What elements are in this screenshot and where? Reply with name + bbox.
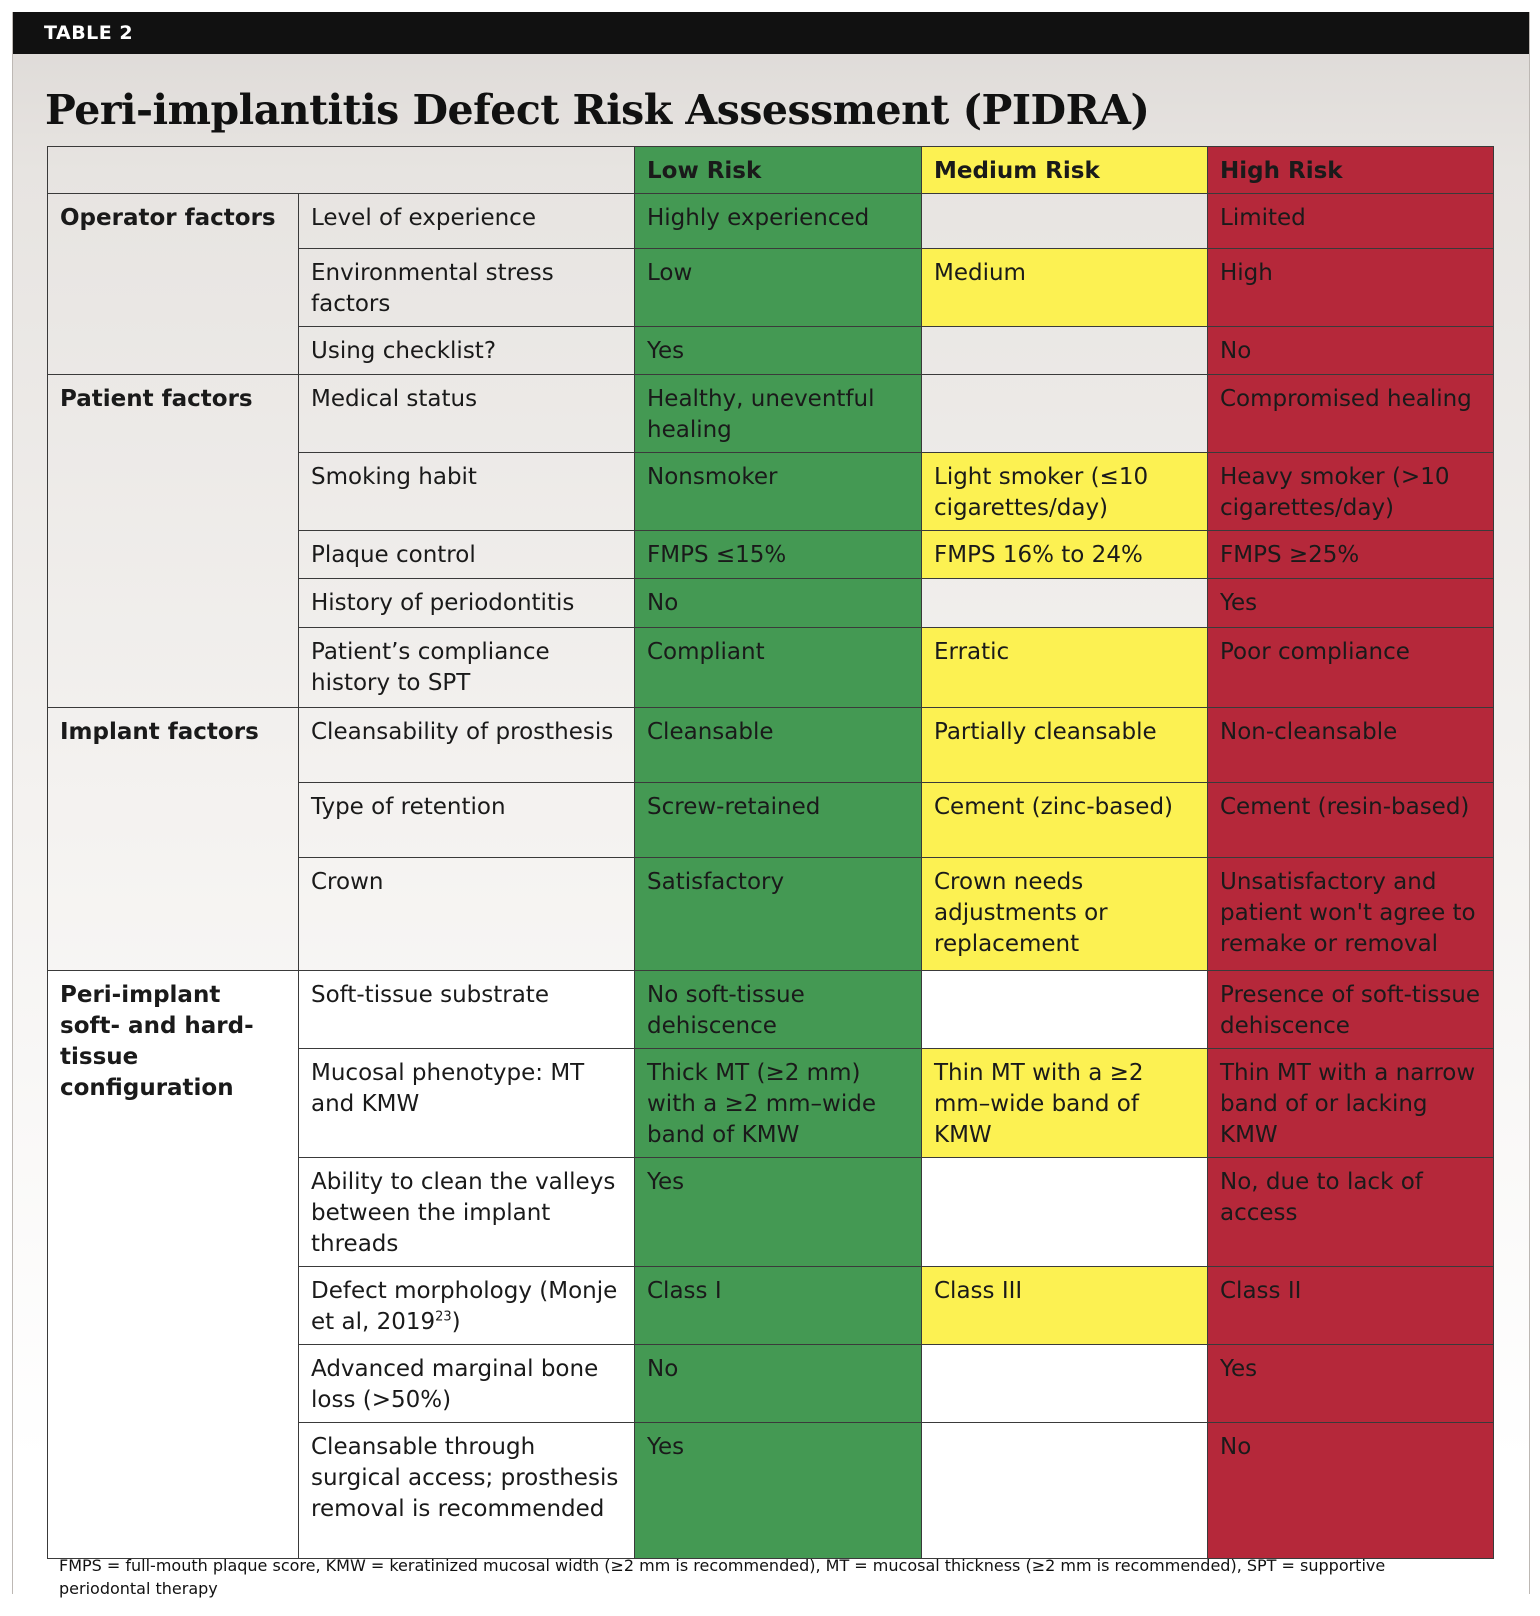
- low-risk-cell: Yes: [635, 1423, 922, 1559]
- group-operator-factors: Operator factors: [48, 194, 299, 375]
- high-risk-cell: Yes: [1208, 1345, 1494, 1423]
- medium-risk-cell: [922, 327, 1208, 375]
- factor-cell: Type of retention: [299, 783, 635, 858]
- table-title: Peri-implantitis Defect Risk Assessment (PIDRA): [45, 86, 1150, 134]
- low-risk-cell: Cleansable: [635, 708, 922, 783]
- low-risk-cell: Screw-retained: [635, 783, 922, 858]
- medium-risk-cell: Class III: [922, 1267, 1208, 1345]
- factor-cell: History of periodontitis: [299, 579, 635, 628]
- medium-risk-cell: Medium: [922, 249, 1208, 327]
- medium-risk-cell: [922, 579, 1208, 628]
- medium-risk-cell: [922, 971, 1208, 1049]
- high-risk-cell: Unsatisfactory and patient won't agree to remake or removal: [1208, 858, 1494, 971]
- factor-cell: Advanced marginal bone loss (>50%): [299, 1345, 635, 1423]
- low-risk-cell: Compliant: [635, 628, 922, 708]
- factor-cell: Mucosal phenotype: MT and KMW: [299, 1049, 635, 1158]
- factor-cell: Level of experience: [299, 194, 635, 249]
- high-risk-cell: High: [1208, 249, 1494, 327]
- medium-risk-cell: Erratic: [922, 628, 1208, 708]
- high-risk-cell: No: [1208, 327, 1494, 375]
- high-risk-cell: FMPS ≥25%: [1208, 531, 1494, 579]
- header-high-risk: High Risk: [1208, 147, 1494, 194]
- low-risk-cell: Low: [635, 249, 922, 327]
- high-risk-cell: Yes: [1208, 579, 1494, 628]
- high-risk-cell: Heavy smoker (>10 cigarettes/day): [1208, 453, 1494, 531]
- low-risk-cell: Healthy, uneventful healing: [635, 375, 922, 453]
- header-low-risk: Low Risk: [635, 147, 922, 194]
- medium-risk-cell: FMPS 16% to 24%: [922, 531, 1208, 579]
- high-risk-cell: Cement (resin-based): [1208, 783, 1494, 858]
- medium-risk-cell: [922, 375, 1208, 453]
- low-risk-cell: Yes: [635, 327, 922, 375]
- factor-cell: Using checklist?: [299, 327, 635, 375]
- table-label: TABLE 2: [44, 22, 134, 44]
- high-risk-cell: Thin MT with a narrow band of or lacking KMW: [1208, 1049, 1494, 1158]
- high-risk-cell: Presence of soft-tissue dehiscence: [1208, 971, 1494, 1049]
- factor-cell: Ability to clean the valleys between the implant threads: [299, 1158, 635, 1267]
- table-row: [48, 708, 1494, 783]
- factor-cell: Environmental stress factors: [299, 249, 635, 327]
- group-implant-factors: Implant factors: [48, 708, 299, 971]
- low-risk-cell: Class I: [635, 1267, 922, 1345]
- low-risk-cell: No: [635, 1345, 922, 1423]
- low-risk-cell: Nonsmoker: [635, 453, 922, 531]
- factor-cell: Crown: [299, 858, 635, 971]
- citation-superscript: 23: [435, 1309, 452, 1325]
- medium-risk-cell: Thin MT with a ≥2 mm–wide band of KMW: [922, 1049, 1208, 1158]
- high-risk-cell: No: [1208, 1423, 1494, 1559]
- low-risk-cell: Yes: [635, 1158, 922, 1267]
- table-panel: [12, 12, 1530, 1598]
- medium-risk-cell: Light smoker (≤10 cigarettes/day): [922, 453, 1208, 531]
- low-risk-cell: No soft-tissue dehiscence: [635, 971, 922, 1049]
- high-risk-cell: Class II: [1208, 1267, 1494, 1345]
- table-footnote: FMPS = full-mouth plaque score, KMW = keratinized mucosal width (≥2 mm is recommended), MT = mucosal thickness (≥2 mm is recommended), SPT = supportive periodontal therapy: [59, 1556, 1386, 1598]
- factor-text-end: ): [451, 1309, 461, 1335]
- factor-cell: Soft-tissue substrate: [299, 971, 635, 1049]
- factor-cell: Patient’s compliance history to SPT: [299, 628, 635, 708]
- factor-cell: [299, 1267, 635, 1345]
- medium-risk-cell: Crown needs adjustments or replacement: [922, 858, 1208, 971]
- medium-risk-cell: [922, 1423, 1208, 1559]
- group-peri-implant-configuration: Peri-implant soft- and hard-tissue configuration: [48, 971, 299, 1559]
- table-row: [48, 375, 1494, 453]
- risk-table: [47, 146, 1494, 1559]
- high-risk-cell: Limited: [1208, 194, 1494, 249]
- header-row: [48, 147, 1494, 194]
- high-risk-cell: No, due to lack of access: [1208, 1158, 1494, 1267]
- medium-risk-cell: Cement (zinc-based): [922, 783, 1208, 858]
- factor-cell: Cleansable through surgical access; prosthesis removal is recommended: [299, 1423, 635, 1559]
- header-medium-risk: Medium Risk: [922, 147, 1208, 194]
- high-risk-cell: Non-cleansable: [1208, 708, 1494, 783]
- medium-risk-cell: [922, 1158, 1208, 1267]
- high-risk-cell: Poor compliance: [1208, 628, 1494, 708]
- medium-risk-cell: [922, 1345, 1208, 1423]
- low-risk-cell: Satisfactory: [635, 858, 922, 971]
- low-risk-cell: Thick MT (≥2 mm) with a ≥2 mm–wide band of KMW: [635, 1049, 922, 1158]
- factor-cell: Medical status: [299, 375, 635, 453]
- medium-risk-cell: Partially cleansable: [922, 708, 1208, 783]
- low-risk-cell: FMPS ≤15%: [635, 531, 922, 579]
- factor-cell: Plaque control: [299, 531, 635, 579]
- table-row: [48, 971, 1494, 1049]
- low-risk-cell: Highly experienced: [635, 194, 922, 249]
- table-label-bar: [13, 12, 1529, 54]
- high-risk-cell: Compromised healing: [1208, 375, 1494, 453]
- low-risk-cell: No: [635, 579, 922, 628]
- table-row: [48, 194, 1494, 249]
- header-blank-cell: [48, 147, 635, 194]
- factor-text: Defect morphology (Monje et al, 2019: [311, 1278, 618, 1335]
- group-patient-factors: Patient factors: [48, 375, 299, 708]
- factor-cell: Cleansability of prosthesis: [299, 708, 635, 783]
- medium-risk-cell: [922, 194, 1208, 249]
- factor-cell: Smoking habit: [299, 453, 635, 531]
